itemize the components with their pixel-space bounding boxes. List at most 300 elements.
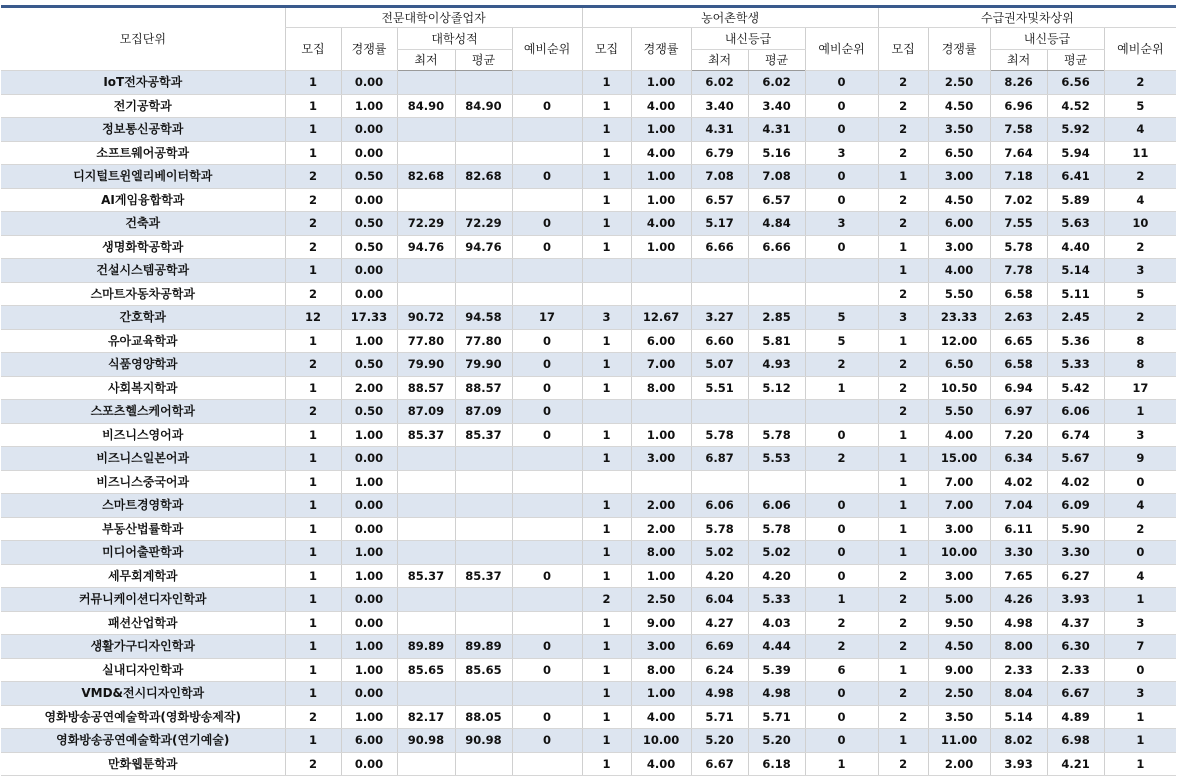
g2-reserve-cell: 0 — [805, 729, 878, 753]
g2-min-cell: 5.51 — [691, 376, 748, 400]
g2-avg-cell: 5.71 — [748, 705, 805, 729]
g2-min-cell: 6.66 — [691, 235, 748, 259]
g3-quota-cell: 2 — [878, 564, 928, 588]
header-school-grade: 내신등급 — [990, 28, 1104, 50]
g2-reserve-cell: 0 — [805, 235, 878, 259]
g2-quota-cell: 1 — [582, 705, 631, 729]
g1-quota-cell: 2 — [285, 212, 341, 236]
g2-rate-cell — [631, 470, 691, 494]
g1-avg-cell: 87.09 — [455, 400, 512, 424]
g3-quota-cell: 1 — [878, 329, 928, 353]
g1-min-cell: 82.17 — [397, 705, 455, 729]
g3-reserve-cell: 3 — [1104, 682, 1176, 706]
g1-min-cell: 82.68 — [397, 165, 455, 189]
g2-avg-cell: 3.40 — [748, 94, 805, 118]
g2-quota-cell: 1 — [582, 541, 631, 565]
g1-min-cell — [397, 71, 455, 95]
g2-reserve-cell: 0 — [805, 682, 878, 706]
g1-reserve-cell: 0 — [512, 353, 582, 377]
g1-avg-cell: 79.90 — [455, 353, 512, 377]
g3-avg-cell: 4.40 — [1047, 235, 1104, 259]
g2-quota-cell: 1 — [582, 353, 631, 377]
g3-quota-cell: 2 — [878, 400, 928, 424]
g3-quota-cell: 2 — [878, 682, 928, 706]
admission-results-table — [1, 5, 1176, 776]
unit-name-cell: 세무회계학과 — [1, 564, 285, 588]
g2-avg-cell: 5.78 — [748, 517, 805, 541]
g2-reserve-cell: 0 — [805, 118, 878, 142]
g2-reserve-cell: 0 — [805, 94, 878, 118]
g3-reserve-cell: 2 — [1104, 71, 1176, 95]
g2-reserve-cell: 0 — [805, 517, 878, 541]
g1-avg-cell — [455, 118, 512, 142]
g2-rate-cell: 1.00 — [631, 235, 691, 259]
header-college-grade: 대학성적 — [397, 28, 512, 50]
g1-rate-cell: 1.00 — [341, 329, 397, 353]
g3-avg-cell: 5.33 — [1047, 353, 1104, 377]
g2-avg-cell — [748, 259, 805, 283]
g2-avg-cell — [748, 400, 805, 424]
g1-rate-cell: 1.00 — [341, 470, 397, 494]
table-row — [1, 423, 1176, 447]
table-row — [1, 165, 1176, 189]
g3-rate-cell: 4.50 — [928, 188, 990, 212]
header-unit: 모집단위 — [1, 7, 285, 71]
g2-quota-cell: 1 — [582, 329, 631, 353]
g3-avg-cell: 6.67 — [1047, 682, 1104, 706]
g3-quota-cell: 1 — [878, 729, 928, 753]
g2-reserve-cell: 2 — [805, 353, 878, 377]
g3-rate-cell: 9.50 — [928, 611, 990, 635]
g3-rate-cell: 3.00 — [928, 235, 990, 259]
g3-reserve-cell: 11 — [1104, 141, 1176, 165]
g1-avg-cell — [455, 71, 512, 95]
g3-min-cell: 8.04 — [990, 682, 1047, 706]
g3-reserve-cell: 2 — [1104, 517, 1176, 541]
table-row — [1, 282, 1176, 306]
header-min: 최저 — [397, 50, 455, 71]
g1-avg-cell — [455, 470, 512, 494]
g1-reserve-cell: 0 — [512, 564, 582, 588]
g1-min-cell: 79.90 — [397, 353, 455, 377]
header-quota: 모집 — [582, 28, 631, 71]
g1-quota-cell: 1 — [285, 71, 341, 95]
g2-reserve-cell: 5 — [805, 306, 878, 330]
g2-avg-cell: 4.98 — [748, 682, 805, 706]
g2-min-cell: 6.06 — [691, 494, 748, 518]
g1-avg-cell: 85.37 — [455, 423, 512, 447]
header-rate: 경쟁률 — [341, 28, 397, 71]
header-reserve: 예비순위 — [1104, 28, 1176, 71]
g3-avg-cell: 2.33 — [1047, 658, 1104, 682]
g1-rate-cell: 0.00 — [341, 494, 397, 518]
g1-min-cell — [397, 541, 455, 565]
g3-min-cell: 3.30 — [990, 541, 1047, 565]
g2-quota-cell: 1 — [582, 376, 631, 400]
g1-min-cell — [397, 259, 455, 283]
g2-reserve-cell: 2 — [805, 447, 878, 471]
g1-rate-cell: 1.00 — [341, 541, 397, 565]
g1-quota-cell: 1 — [285, 729, 341, 753]
g3-quota-cell: 2 — [878, 611, 928, 635]
unit-name-cell: 스마트자동차공학과 — [1, 282, 285, 306]
g2-min-cell — [691, 282, 748, 306]
g1-quota-cell: 1 — [285, 635, 341, 659]
g2-rate-cell: 4.00 — [631, 94, 691, 118]
g2-quota-cell: 1 — [582, 517, 631, 541]
g3-min-cell: 5.78 — [990, 235, 1047, 259]
header-group-low-income: 수급권자및차상위 — [878, 7, 1176, 28]
g1-avg-cell: 77.80 — [455, 329, 512, 353]
g3-min-cell: 2.33 — [990, 658, 1047, 682]
g3-min-cell: 8.00 — [990, 635, 1047, 659]
g3-min-cell: 6.11 — [990, 517, 1047, 541]
g3-reserve-cell: 1 — [1104, 588, 1176, 612]
g1-reserve-cell: 17 — [512, 306, 582, 330]
g3-min-cell: 7.04 — [990, 494, 1047, 518]
g1-avg-cell: 88.05 — [455, 705, 512, 729]
g2-rate-cell: 4.00 — [631, 752, 691, 776]
table-row — [1, 400, 1176, 424]
g2-reserve-cell: 0 — [805, 423, 878, 447]
g1-reserve-cell — [512, 118, 582, 142]
g2-rate-cell: 9.00 — [631, 611, 691, 635]
g2-quota-cell — [582, 400, 631, 424]
g1-reserve-cell — [512, 188, 582, 212]
g2-min-cell: 5.17 — [691, 212, 748, 236]
g3-reserve-cell: 2 — [1104, 306, 1176, 330]
g1-reserve-cell — [512, 494, 582, 518]
g3-min-cell: 8.26 — [990, 71, 1047, 95]
g3-reserve-cell: 10 — [1104, 212, 1176, 236]
g1-avg-cell: 84.90 — [455, 94, 512, 118]
g2-min-cell — [691, 259, 748, 283]
g1-quota-cell: 1 — [285, 494, 341, 518]
table-row — [1, 118, 1176, 142]
table-row — [1, 259, 1176, 283]
g1-min-cell: 88.57 — [397, 376, 455, 400]
g3-rate-cell: 5.50 — [928, 282, 990, 306]
g2-quota-cell: 1 — [582, 658, 631, 682]
g3-min-cell: 6.94 — [990, 376, 1047, 400]
g1-rate-cell: 0.00 — [341, 282, 397, 306]
table-row — [1, 71, 1176, 95]
g1-avg-cell — [455, 541, 512, 565]
unit-name-cell: 미디어출판학과 — [1, 541, 285, 565]
g2-min-cell: 6.04 — [691, 588, 748, 612]
g1-reserve-cell — [512, 541, 582, 565]
g1-avg-cell: 94.76 — [455, 235, 512, 259]
g2-min-cell: 4.98 — [691, 682, 748, 706]
header-school-grade: 내신등급 — [691, 28, 805, 50]
g2-reserve-cell: 0 — [805, 541, 878, 565]
g1-avg-cell — [455, 682, 512, 706]
g3-min-cell: 7.18 — [990, 165, 1047, 189]
g3-reserve-cell: 1 — [1104, 400, 1176, 424]
g3-min-cell: 8.02 — [990, 729, 1047, 753]
g3-min-cell: 6.58 — [990, 353, 1047, 377]
g2-min-cell: 6.87 — [691, 447, 748, 471]
g3-quota-cell: 1 — [878, 235, 928, 259]
g2-reserve-cell: 0 — [805, 165, 878, 189]
g3-reserve-cell: 5 — [1104, 94, 1176, 118]
g2-rate-cell: 1.00 — [631, 188, 691, 212]
g3-reserve-cell: 0 — [1104, 541, 1176, 565]
g1-rate-cell: 0.50 — [341, 353, 397, 377]
g3-min-cell: 7.65 — [990, 564, 1047, 588]
g2-quota-cell: 1 — [582, 447, 631, 471]
unit-name-cell: 건설시스템공학과 — [1, 259, 285, 283]
header-reserve: 예비순위 — [512, 28, 582, 71]
g2-avg-cell: 6.06 — [748, 494, 805, 518]
g2-rate-cell: 4.00 — [631, 212, 691, 236]
g1-rate-cell: 1.00 — [341, 564, 397, 588]
unit-name-cell: AI게임융합학과 — [1, 188, 285, 212]
g3-reserve-cell: 2 — [1104, 165, 1176, 189]
g3-reserve-cell: 4 — [1104, 118, 1176, 142]
g1-avg-cell: 94.58 — [455, 306, 512, 330]
g2-quota-cell: 1 — [582, 71, 631, 95]
g3-avg-cell: 5.11 — [1047, 282, 1104, 306]
g3-min-cell: 7.55 — [990, 212, 1047, 236]
g3-reserve-cell: 5 — [1104, 282, 1176, 306]
g2-rate-cell: 2.50 — [631, 588, 691, 612]
g2-min-cell: 5.71 — [691, 705, 748, 729]
table-row — [1, 541, 1176, 565]
g1-quota-cell: 1 — [285, 611, 341, 635]
g3-rate-cell: 2.50 — [928, 682, 990, 706]
g3-avg-cell: 3.30 — [1047, 541, 1104, 565]
unit-name-cell: 비즈니스중국어과 — [1, 470, 285, 494]
g2-quota-cell: 1 — [582, 165, 631, 189]
g1-avg-cell — [455, 188, 512, 212]
g2-quota-cell: 1 — [582, 141, 631, 165]
g1-reserve-cell: 0 — [512, 376, 582, 400]
g2-rate-cell: 10.00 — [631, 729, 691, 753]
g2-avg-cell: 4.20 — [748, 564, 805, 588]
g2-quota-cell: 1 — [582, 611, 631, 635]
g3-min-cell: 4.98 — [990, 611, 1047, 635]
table-row — [1, 235, 1176, 259]
g2-min-cell: 6.60 — [691, 329, 748, 353]
g1-quota-cell: 1 — [285, 517, 341, 541]
table-row — [1, 447, 1176, 471]
g3-rate-cell: 12.00 — [928, 329, 990, 353]
g1-reserve-cell — [512, 259, 582, 283]
g2-rate-cell: 8.00 — [631, 541, 691, 565]
g3-reserve-cell: 1 — [1104, 729, 1176, 753]
g2-avg-cell — [748, 470, 805, 494]
table-header — [1, 7, 1176, 71]
g1-reserve-cell — [512, 282, 582, 306]
g3-reserve-cell: 3 — [1104, 259, 1176, 283]
unit-name-cell: 스포츠헬스케어학과 — [1, 400, 285, 424]
g3-quota-cell: 1 — [878, 470, 928, 494]
g2-reserve-cell: 1 — [805, 376, 878, 400]
g2-rate-cell: 3.00 — [631, 447, 691, 471]
g3-quota-cell: 2 — [878, 212, 928, 236]
g1-avg-cell — [455, 588, 512, 612]
g3-quota-cell: 2 — [878, 94, 928, 118]
unit-name-cell: 디지털트윈엘리베이터학과 — [1, 165, 285, 189]
table-row — [1, 752, 1176, 776]
g3-rate-cell: 3.00 — [928, 517, 990, 541]
unit-name-cell: 생활가구디자인학과 — [1, 635, 285, 659]
g3-avg-cell: 6.06 — [1047, 400, 1104, 424]
g3-avg-cell: 6.30 — [1047, 635, 1104, 659]
g1-rate-cell: 6.00 — [341, 729, 397, 753]
g2-avg-cell: 5.53 — [748, 447, 805, 471]
g1-min-cell — [397, 188, 455, 212]
g1-rate-cell: 0.00 — [341, 259, 397, 283]
g2-min-cell: 5.78 — [691, 423, 748, 447]
g3-rate-cell: 15.00 — [928, 447, 990, 471]
g3-rate-cell: 4.50 — [928, 635, 990, 659]
g1-quota-cell: 1 — [285, 423, 341, 447]
g3-min-cell: 6.58 — [990, 282, 1047, 306]
g2-min-cell: 3.27 — [691, 306, 748, 330]
g1-reserve-cell: 0 — [512, 165, 582, 189]
g1-rate-cell: 0.00 — [341, 682, 397, 706]
g2-reserve-cell: 1 — [805, 588, 878, 612]
g2-rate-cell: 2.00 — [631, 494, 691, 518]
g3-quota-cell: 1 — [878, 517, 928, 541]
g1-rate-cell: 1.00 — [341, 705, 397, 729]
g2-reserve-cell: 3 — [805, 141, 878, 165]
g1-rate-cell: 0.50 — [341, 165, 397, 189]
g2-rate-cell: 2.00 — [631, 517, 691, 541]
g2-min-cell — [691, 470, 748, 494]
g3-min-cell: 7.58 — [990, 118, 1047, 142]
g2-reserve-cell — [805, 259, 878, 283]
g1-rate-cell: 0.50 — [341, 212, 397, 236]
g3-reserve-cell: 0 — [1104, 470, 1176, 494]
g2-quota-cell: 1 — [582, 682, 631, 706]
g3-quota-cell: 2 — [878, 752, 928, 776]
g3-reserve-cell: 2 — [1104, 235, 1176, 259]
table-row — [1, 329, 1176, 353]
g1-min-cell: 89.89 — [397, 635, 455, 659]
header-avg: 평균 — [748, 50, 805, 71]
g3-quota-cell: 1 — [878, 259, 928, 283]
g1-quota-cell: 1 — [285, 259, 341, 283]
g3-min-cell: 7.20 — [990, 423, 1047, 447]
g3-avg-cell: 6.74 — [1047, 423, 1104, 447]
g2-quota-cell: 2 — [582, 588, 631, 612]
header-quota: 모집 — [878, 28, 928, 71]
g1-rate-cell: 1.00 — [341, 658, 397, 682]
g1-avg-cell — [455, 752, 512, 776]
g2-rate-cell: 4.00 — [631, 705, 691, 729]
g3-avg-cell: 5.94 — [1047, 141, 1104, 165]
g3-quota-cell: 2 — [878, 282, 928, 306]
g3-rate-cell: 11.00 — [928, 729, 990, 753]
g1-quota-cell: 1 — [285, 141, 341, 165]
unit-name-cell: 패션산업학과 — [1, 611, 285, 635]
header-reserve: 예비순위 — [805, 28, 878, 71]
table-row — [1, 376, 1176, 400]
g3-reserve-cell: 8 — [1104, 353, 1176, 377]
g2-reserve-cell: 0 — [805, 188, 878, 212]
g2-min-cell: 6.79 — [691, 141, 748, 165]
g3-quota-cell: 2 — [878, 141, 928, 165]
g1-reserve-cell: 0 — [512, 705, 582, 729]
header-min: 최저 — [990, 50, 1047, 71]
g1-quota-cell: 1 — [285, 541, 341, 565]
g1-quota-cell: 12 — [285, 306, 341, 330]
g2-rate-cell: 4.00 — [631, 141, 691, 165]
g1-min-cell — [397, 470, 455, 494]
g2-quota-cell: 1 — [582, 729, 631, 753]
g2-avg-cell: 5.78 — [748, 423, 805, 447]
table-row — [1, 494, 1176, 518]
g1-min-cell — [397, 588, 455, 612]
g1-avg-cell: 82.68 — [455, 165, 512, 189]
g2-min-cell — [691, 400, 748, 424]
g1-rate-cell: 0.00 — [341, 517, 397, 541]
g3-rate-cell: 6.00 — [928, 212, 990, 236]
g3-rate-cell: 6.50 — [928, 141, 990, 165]
g3-rate-cell: 23.33 — [928, 306, 990, 330]
g2-quota-cell: 1 — [582, 494, 631, 518]
g3-rate-cell: 3.50 — [928, 705, 990, 729]
g3-reserve-cell: 9 — [1104, 447, 1176, 471]
g2-min-cell: 4.31 — [691, 118, 748, 142]
g1-quota-cell: 2 — [285, 188, 341, 212]
g2-min-cell: 4.20 — [691, 564, 748, 588]
g1-rate-cell: 0.50 — [341, 235, 397, 259]
g2-reserve-cell: 5 — [805, 329, 878, 353]
unit-name-cell: IoT전자공학과 — [1, 71, 285, 95]
unit-name-cell: 스마트경영학과 — [1, 494, 285, 518]
g2-quota-cell: 1 — [582, 188, 631, 212]
g1-rate-cell: 0.00 — [341, 188, 397, 212]
g1-avg-cell: 90.98 — [455, 729, 512, 753]
g1-reserve-cell — [512, 71, 582, 95]
g1-quota-cell: 2 — [285, 235, 341, 259]
g1-min-cell — [397, 447, 455, 471]
g1-reserve-cell: 0 — [512, 235, 582, 259]
g1-avg-cell — [455, 141, 512, 165]
g3-avg-cell: 5.36 — [1047, 329, 1104, 353]
g2-rate-cell: 1.00 — [631, 564, 691, 588]
g3-quota-cell: 1 — [878, 423, 928, 447]
g3-rate-cell: 4.50 — [928, 94, 990, 118]
table-row — [1, 212, 1176, 236]
g3-rate-cell: 3.00 — [928, 165, 990, 189]
unit-name-cell: 건축과 — [1, 212, 285, 236]
g3-min-cell: 2.63 — [990, 306, 1047, 330]
g3-avg-cell: 3.93 — [1047, 588, 1104, 612]
g2-quota-cell: 1 — [582, 94, 631, 118]
unit-name-cell: 부동산법률학과 — [1, 517, 285, 541]
g3-avg-cell: 6.27 — [1047, 564, 1104, 588]
g3-quota-cell: 1 — [878, 658, 928, 682]
g2-reserve-cell: 0 — [805, 705, 878, 729]
unit-name-cell: 생명화학공학과 — [1, 235, 285, 259]
g3-reserve-cell: 4 — [1104, 564, 1176, 588]
unit-name-cell: 실내디자인학과 — [1, 658, 285, 682]
g3-avg-cell: 5.89 — [1047, 188, 1104, 212]
g1-min-cell — [397, 282, 455, 306]
g2-rate-cell — [631, 282, 691, 306]
g1-avg-cell — [455, 517, 512, 541]
g2-avg-cell: 5.02 — [748, 541, 805, 565]
g3-quota-cell: 2 — [878, 635, 928, 659]
g2-rate-cell — [631, 259, 691, 283]
g1-reserve-cell — [512, 611, 582, 635]
g2-avg-cell: 6.66 — [748, 235, 805, 259]
